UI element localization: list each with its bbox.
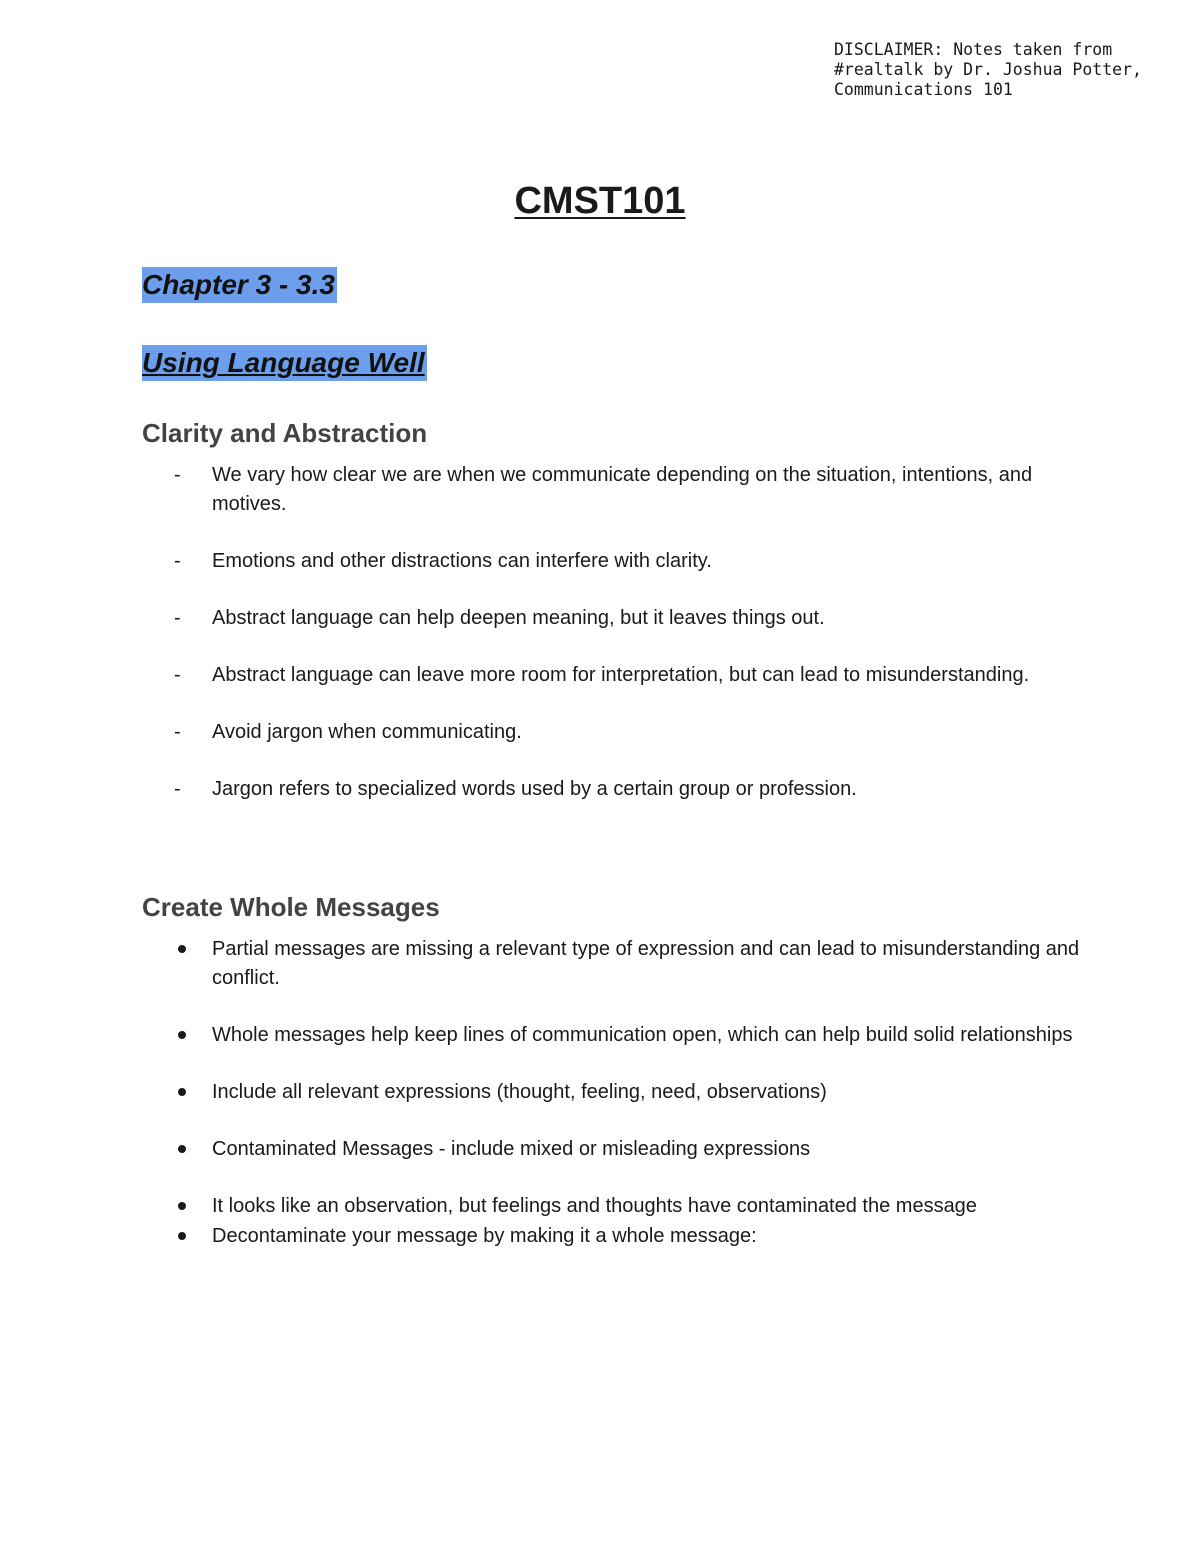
clarity-list [142, 461, 1082, 832]
bullet-icon [178, 1145, 186, 1153]
document-title-text: CMST101 [514, 180, 686, 222]
list-item [142, 1135, 1082, 1164]
dash-marker: - [174, 606, 181, 629]
subheading-whole-messages: Create Whole Messages [142, 892, 440, 922]
list-item [142, 935, 1082, 992]
chapter-heading-text: Chapter 3 - 3.3 [142, 267, 337, 303]
list-item [142, 718, 1082, 747]
bullet-icon [178, 1232, 186, 1240]
disclaimer [834, 40, 1174, 100]
list-item-text: Emotions and other distractions can interfere with clarity. [212, 549, 712, 572]
section-heading-using-language-text: Using Language Well [142, 345, 427, 381]
list-item [142, 1222, 1082, 1251]
list-item [142, 1192, 1082, 1221]
bullet-icon [178, 1088, 186, 1096]
list-item-text: Jargon refers to specialized words used by a certain group or profession. [212, 777, 857, 800]
disclaimer-line: #realtalk by Dr. Joshua Potter, [834, 60, 1142, 79]
list-item-text: Partial messages are missing a relevant type of expression and can lead to misunderstanding and conflict. [212, 938, 1080, 989]
section-heading-using-language [142, 346, 427, 380]
list-item-text: Whole messages help keep lines of communication open, which can help build solid relationships [212, 1023, 1073, 1046]
list-item-text: Abstract language can help deepen meaning, but it leaves things out. [212, 606, 825, 629]
whole-messages-list [142, 935, 1082, 1279]
dash-marker: - [174, 720, 181, 743]
list-item [142, 604, 1082, 633]
list-item [142, 1078, 1082, 1107]
disclaimer-line: DISCLAIMER: Notes taken from [834, 40, 1113, 59]
list-item [142, 461, 1082, 518]
bullet-icon [178, 1202, 186, 1210]
disclaimer-line: Communications 101 [834, 80, 1013, 99]
list-item-text: It looks like an observation, but feelings and thoughts have contaminated the message [212, 1194, 977, 1217]
chapter-heading [142, 268, 337, 302]
list-item [142, 547, 1082, 576]
subheading-clarity: Clarity and Abstraction [142, 418, 428, 448]
list-item [142, 661, 1082, 690]
dash-marker: - [174, 464, 181, 486]
dash-marker: - [174, 663, 181, 686]
dash-marker: - [174, 777, 181, 800]
bullet-icon [178, 1031, 186, 1039]
list-item [142, 775, 1082, 804]
list-item-text: Avoid jargon when communicating. [212, 720, 522, 743]
list-item-text: Decontaminate your message by making it a whole message: [212, 1224, 757, 1247]
list-item-text: Include all relevant expressions (thought, feeling, need, observations) [212, 1080, 827, 1103]
list-item-text: Contaminated Messages - include mixed or misleading expressions [212, 1137, 811, 1160]
list-item-text: Abstract language can leave more room for interpretation, but can lead to misunderstanding. [212, 663, 1030, 686]
document-title [0, 180, 1200, 223]
list-item [142, 1021, 1082, 1050]
dash-marker: - [174, 549, 181, 572]
bullet-icon [178, 945, 186, 953]
list-item-text: We vary how clear we are when we communicate depending on the situation, intentions, and motives. [212, 464, 1033, 515]
